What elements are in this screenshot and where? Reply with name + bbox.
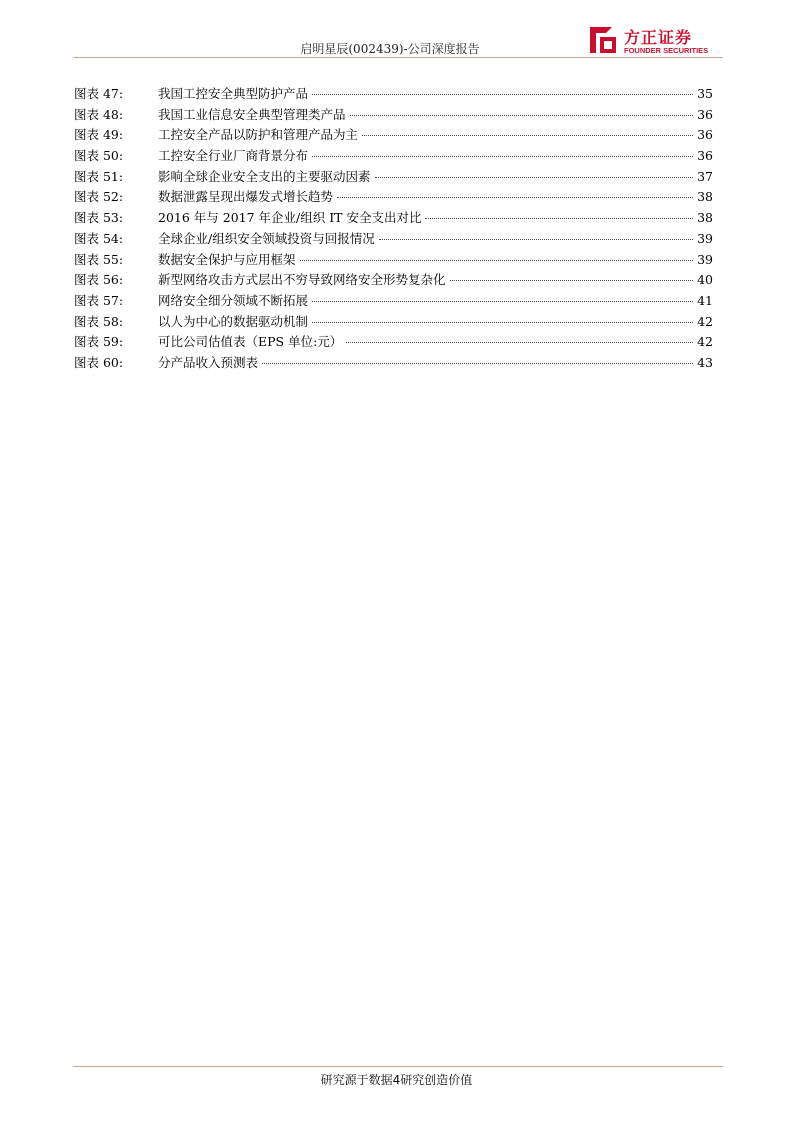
toc-entry-page[interactable]: 42	[697, 334, 713, 350]
toc-entry-title[interactable]: 分产品收入预测表	[158, 354, 259, 370]
toc-entry-title[interactable]: 新型网络攻击方式层出不穷导致网络安全形势复杂化	[158, 272, 446, 288]
toc-entry[interactable]	[74, 312, 713, 333]
toc-entry-title[interactable]: 数据安全保护与应用框架	[158, 251, 296, 267]
logo-text-en: FOUNDER SECURITIES	[624, 46, 709, 55]
toc-leader-dots	[312, 94, 693, 95]
toc-leader-dots	[375, 177, 693, 178]
toc-leader-dots	[262, 363, 693, 364]
toc-entry-page[interactable]: 39	[697, 230, 713, 246]
toc-entry-label: 图表 55:	[74, 251, 124, 267]
header-rule	[73, 57, 723, 58]
report-title: 启明星辰(002439)-公司深度报告	[300, 42, 480, 56]
toc-entry[interactable]	[74, 167, 713, 188]
toc-entry-page[interactable]: 40	[697, 272, 713, 288]
founder-logo-icon	[588, 25, 618, 55]
toc-entry[interactable]	[74, 146, 713, 167]
toc-entry[interactable]	[74, 332, 713, 353]
toc-entry[interactable]	[74, 84, 713, 105]
toc-entry-page[interactable]: 37	[697, 168, 713, 184]
toc-entry-page[interactable]: 43	[697, 354, 713, 370]
toc-leader-dots	[312, 322, 693, 323]
toc-entry-page[interactable]: 35	[697, 86, 713, 101]
toc-entry-title[interactable]: 网络安全细分领域不断拓展	[158, 292, 309, 308]
toc-leader-dots	[312, 301, 693, 302]
toc-entry[interactable]	[74, 208, 713, 229]
toc-leader-dots	[450, 280, 693, 281]
toc-leader-dots	[362, 135, 693, 136]
toc-entry-label: 图表 52:	[74, 189, 124, 205]
toc-entry-page[interactable]: 38	[697, 189, 713, 205]
footer-rule	[73, 1066, 723, 1067]
toc-entry-label: 图表 59:	[74, 334, 124, 350]
toc-entry[interactable]	[74, 291, 713, 312]
toc-entry-page[interactable]: 36	[697, 106, 713, 122]
toc-entry-title[interactable]: 我国工业信息安全典型管理类产品	[158, 106, 346, 122]
toc-entry-title[interactable]: 我国工控安全典型防护产品	[158, 86, 309, 101]
toc-leader-dots	[425, 218, 693, 219]
toc-entry[interactable]	[74, 105, 713, 126]
toc-entry-title[interactable]: 影响全球企业安全支出的主要驱动因素	[158, 168, 371, 184]
toc-entry-title[interactable]: 工控安全行业厂商背景分布	[158, 148, 309, 164]
toc-leader-dots	[350, 115, 693, 116]
toc-entry-title[interactable]: 2016 年与 2017 年企业/组织 IT 安全支出对比	[158, 210, 422, 226]
page-header	[0, 0, 793, 60]
toc-entry-page[interactable]: 36	[697, 148, 713, 164]
toc-entry-label: 图表 49:	[74, 127, 124, 143]
toc-entry-label: 图表 53:	[74, 210, 124, 226]
footer-slogan: 研究源于数据4研究创造价值	[320, 1073, 473, 1087]
founder-securities-logo	[588, 22, 723, 58]
toc-entry-label: 图表 54:	[74, 230, 124, 246]
toc-entry[interactable]	[74, 250, 713, 271]
toc-entry[interactable]	[74, 229, 713, 250]
toc-entry-label: 图表 56:	[74, 272, 124, 288]
toc-entry-label: 图表 47:	[74, 86, 124, 101]
toc-entry-page[interactable]: 38	[697, 210, 713, 226]
toc-entry-label: 图表 51:	[74, 168, 124, 184]
figure-index-list	[74, 84, 713, 374]
toc-leader-dots	[300, 260, 693, 261]
toc-entry-page[interactable]: 42	[697, 313, 713, 329]
logo-text-cn: 方正证券	[624, 28, 693, 47]
toc-leader-dots	[312, 156, 693, 157]
toc-entry-title[interactable]: 数据泄露呈现出爆发式增长趋势	[158, 189, 334, 205]
toc-entry-label: 图表 50:	[74, 148, 124, 164]
toc-leader-dots	[379, 239, 693, 240]
toc-entry-title[interactable]: 工控安全产品以防护和管理产品为主	[158, 127, 359, 143]
toc-entry[interactable]	[74, 187, 713, 208]
toc-leader-dots	[337, 197, 693, 198]
toc-entry-label: 图表 60:	[74, 354, 124, 370]
toc-entry-label: 图表 48:	[74, 106, 124, 122]
toc-entry-page[interactable]: 36	[697, 127, 713, 143]
toc-entry-title[interactable]: 全球企业/组织安全领域投资与回报情况	[158, 230, 375, 246]
toc-entry[interactable]	[74, 353, 713, 374]
toc-entry-title[interactable]: 可比公司估值表（EPS 单位:元）	[158, 334, 343, 350]
toc-entry-page[interactable]: 41	[697, 292, 713, 308]
toc-entry[interactable]	[74, 270, 713, 291]
toc-entry[interactable]	[74, 125, 713, 146]
toc-entry-label: 图表 58:	[74, 313, 124, 329]
toc-entry-page[interactable]: 39	[697, 251, 713, 267]
toc-entry-title[interactable]: 以人为中心的数据驱动机制	[158, 313, 309, 329]
toc-entry-label: 图表 57:	[74, 292, 124, 308]
toc-leader-dots	[346, 342, 693, 343]
